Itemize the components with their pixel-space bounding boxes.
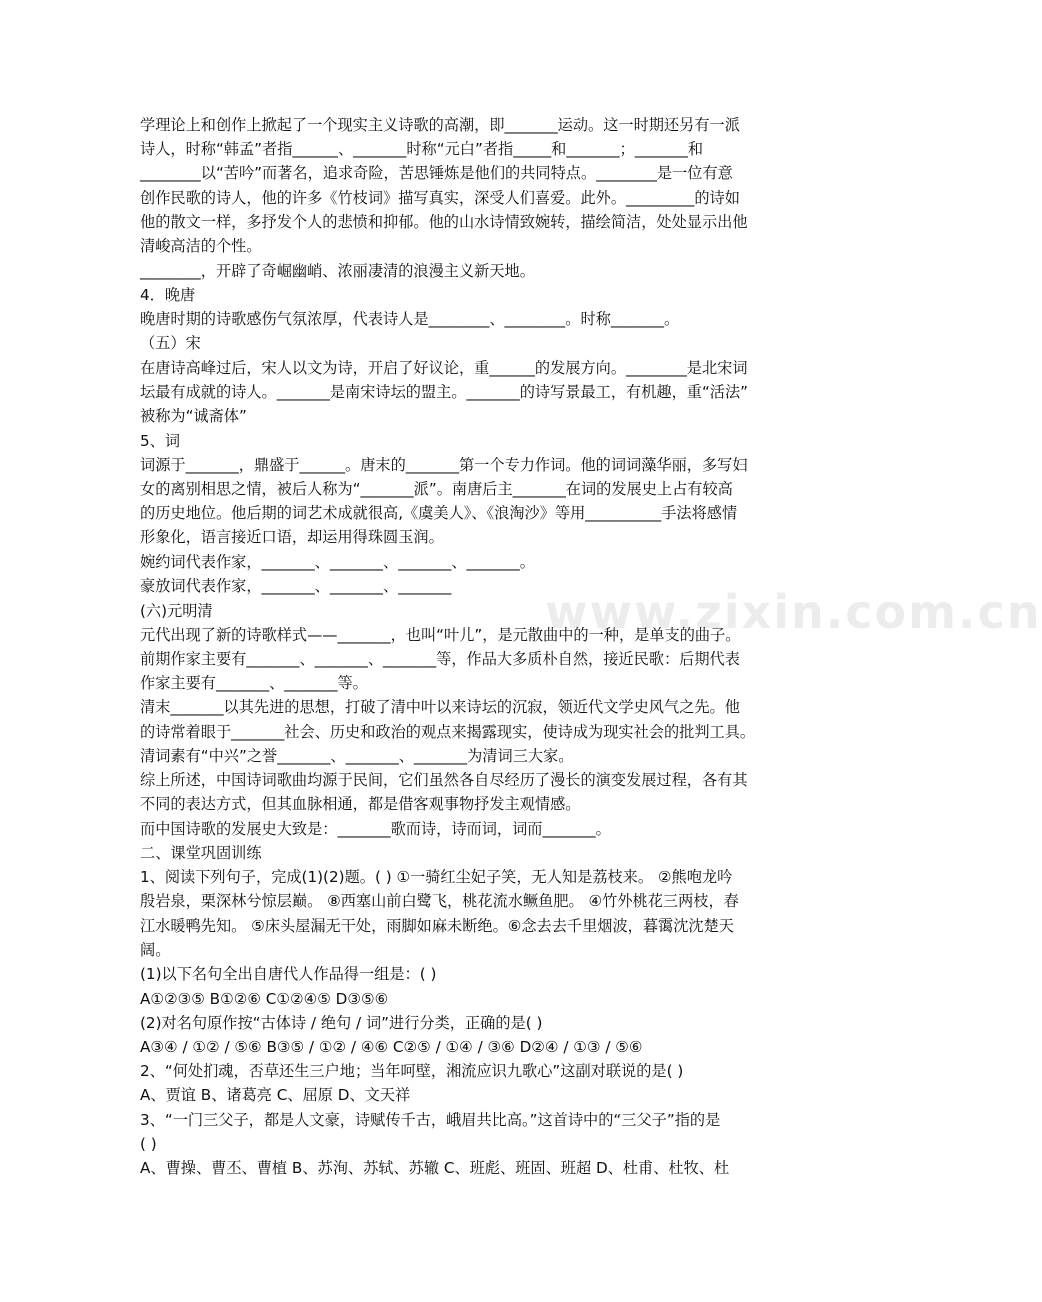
text-line: A③④ / ①② / ⑤⑥ B③⑤ / ①② / ④⑥ C②⑤ / ①④ / ③⑥ D②④ / ①③ / ⑤⑥ [140,1038,643,1056]
text-line: 的诗常着眼于_______社会、历史和政治的观点来揭露现实，使诗成为现实社会的批判工具。 [140,723,756,741]
text-line: 不同的表达方式，但其血脉相通，都是借客观事物抒发主观情感。 [140,795,581,813]
text-line: 而中国诗歌的发展史大致是：_______歌而诗，诗而词，词而_______。 [140,820,611,838]
text-line: ( ) [140,1135,157,1153]
text-line: ________以“苦吟”而著名，追求奇险，苦思锤炼是他们的共同特点。________是一位有意 [140,164,733,182]
text-line: 1、阅读下列句子，完成(1)(2)题。( ) ①一骑红尘妃子笑，无人知是荔枝来。 ②熊咆龙吟 [140,868,733,886]
text-line: 清末_______以其先进的思想，打破了清中叶以来诗坛的沉寂，领近代文学史风气之先。他 [140,698,740,716]
text-line: A、贾谊 B、诸葛亮 C、屈原 D、文天祥 [140,1086,411,1104]
text-line: 江水暖鸭先知。 ⑤床头屋漏无干处，雨脚如麻未断绝。⑥念去去千里烟波，暮霭沈沈楚天 [140,917,734,935]
watermark: www.zixin.com.cn [545,585,1042,639]
text-line: 清词素有“中兴”之誉_______、_______、_______为清词三大家。 [140,747,574,765]
text-line: 2、“何处扪魂，否草还生三户地；当年呵壁，湘流应识九歌心”这副对联说的是( ) [140,1062,684,1080]
text-line: 清峻高洁的个性。 [140,237,262,255]
text-line: 学理论上和创作上掀起了一个现实主义诗歌的高潮，即_______运动。这一时期还另有一派 [140,116,740,134]
text-line: A、曹操、曹丕、曹植 B、苏洵、苏轼、苏辙 C、班彪、班固、班超 D、杜甫、杜牧、杜 [140,1159,730,1177]
text-line: 诗人，时称“韩孟”者指______、_______时称“元白”者指_____和_______；_______和 [140,140,704,158]
text-line: 形象化，语言接近口语，却运用得珠圆玉润。 [140,528,444,546]
text-line: 晚唐时期的诗歌感伤气氛浓厚，代表诗人是________、________。时称_______。 [140,310,680,328]
text-line: 创作民歌的诗人，他的许多《竹枝词》描写真实，深受人们喜爱。此外。_________的诗如 [140,189,740,207]
text-line: 豪放词代表作家，_______、_______、_______ [140,577,452,595]
text-line: A①②③⑤ B①②⑥ C①②④⑤ D③⑤⑥ [140,990,389,1008]
text-line: 词源于_______，鼎盛于______。唐末的_______第一个专力作词。他的词词藻华丽，多写妇 [140,456,748,474]
text-line: 他的散文一样，多抒发个人的悲愤和抑郁。他的山水诗情致婉转，描绘简洁，处处显示出他 [140,213,748,231]
text-line: 被称为“诚斋体” [140,407,247,425]
text-line: 在唐诗高峰过后，宋人以文为诗，开启了好议论，重______的发展方向。________是北宋词 [140,359,748,377]
text-line: 的历史地位。他后期的词艺术成就很高,《虞美人》、《浪淘沙》等用__________手法将感情 [140,504,738,522]
text-line: 阔。 [140,941,171,959]
text-line: 作家主要有_______、_______等。 [140,674,368,692]
text-line: 4．晚唐 [140,286,196,304]
text-line: （五）宋 [140,334,201,352]
text-line: ________，开辟了奇崛幽峭、浓丽凄清的浪漫主义新天地。 [140,262,535,280]
text-line: 3、“一门三父子，都是人文豪，诗赋传千古，峨眉共比高。”这首诗中的“三父子”指的是 [140,1111,721,1129]
text-line: 女的离别相思之情，被后人称为“_______派”。南唐后主_______在词的发展史上占有较高 [140,480,733,498]
text-line: 婉约词代表作家，_______、_______、_______、_______。 [140,553,535,571]
text-line: 综上所述，中国诗词歌曲均源于民间，它们虽然各自尽经历了漫长的演变发展过程，各有其 [140,771,748,789]
text-line: (2)对名句原作按“古体诗 / 绝句 / 词”进行分类，正确的是( ) [140,1014,543,1032]
text-line: 5、词 [140,432,181,450]
text-line: 二、课堂巩固训练 [140,844,262,862]
text-line: 元代出现了新的诗歌样式——_______，也叫“叶儿”，是元散曲中的一种，是单支的曲子。 [140,626,741,644]
text-line: 前期作家主要有_______、_______、_______等，作品大多质朴自然，接近民歌：后期代表 [140,650,740,668]
text-line: 殷岩泉，栗深林兮惊层巅。 ⑧西塞山前白鹭飞，桃花流水鳜鱼肥。 ④竹外桃花三两枝，春 [140,892,739,910]
text-line: 坛最有成就的诗人。_______是南宋诗坛的盟主。_______的诗写景最工，有机趣，重“活法” [140,383,749,401]
text-line: (六)元明清 [140,602,213,620]
text-line: (1)以下名句全出自唐代人作品得一组是：( ) [140,965,437,983]
